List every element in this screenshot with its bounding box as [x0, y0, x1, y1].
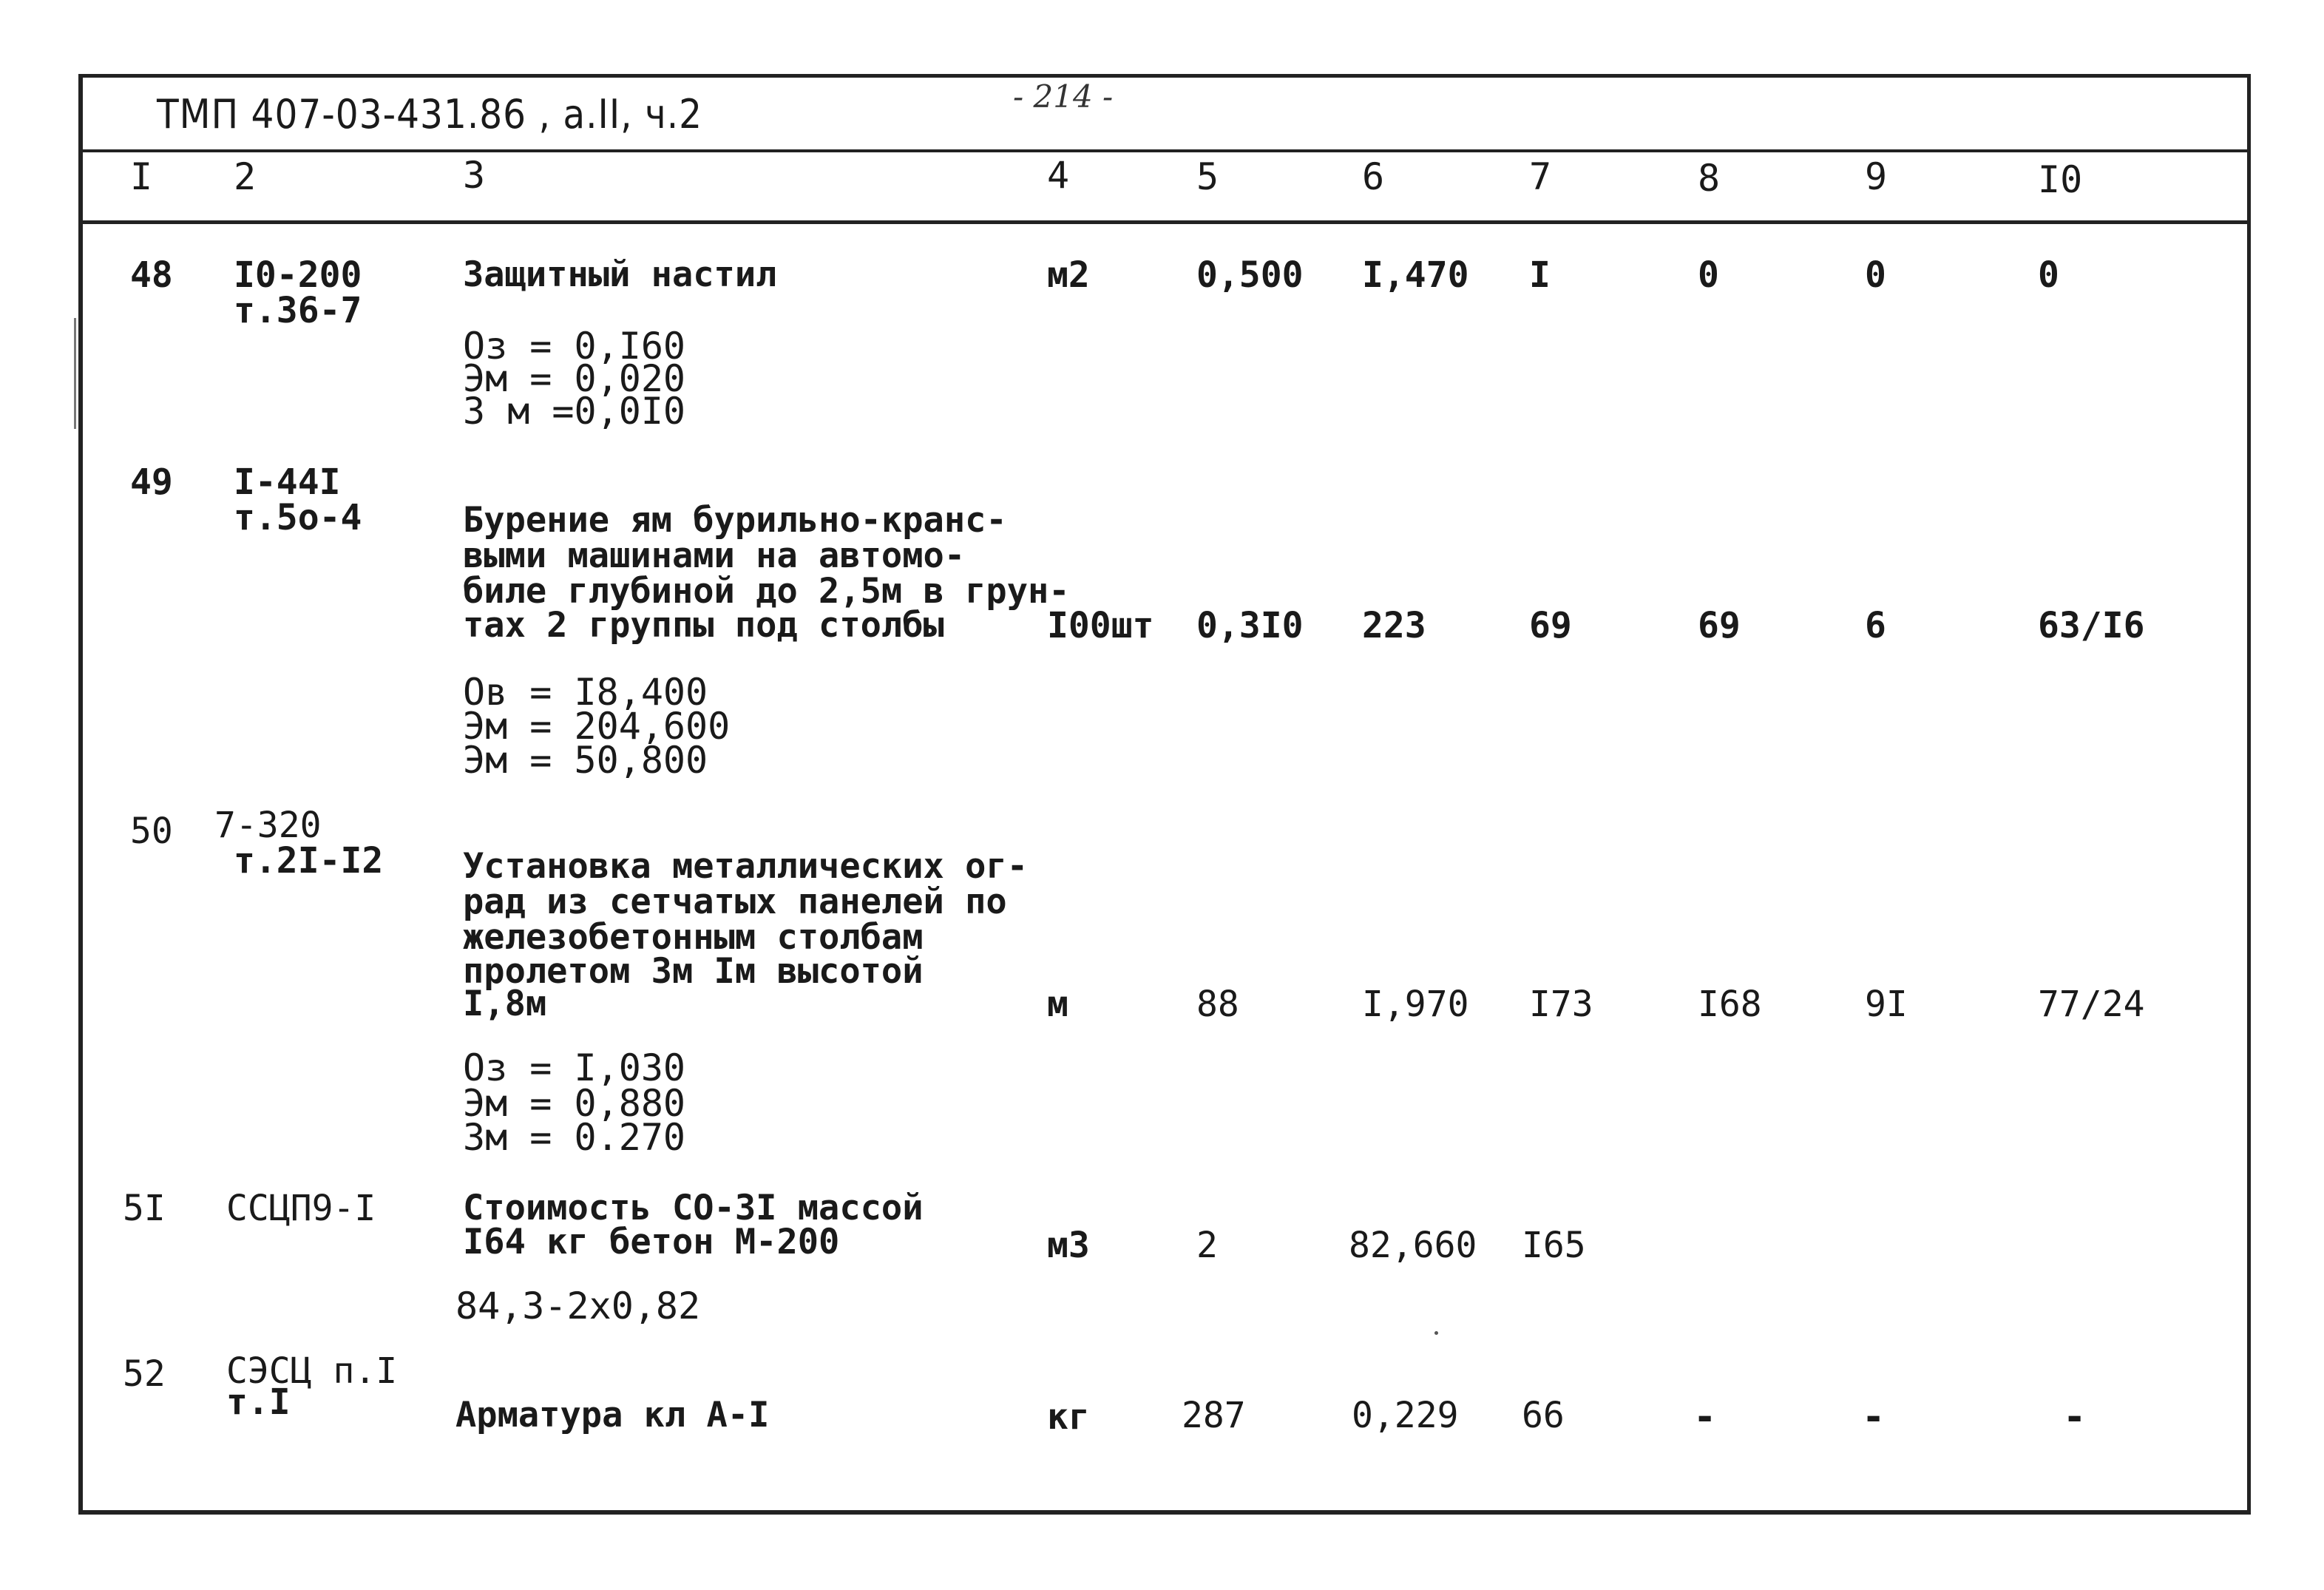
unit-price: 82,660 — [1349, 1225, 1477, 1266]
cost-formula: Зм = 0.270 — [463, 1116, 686, 1159]
rate-table-ref: т.I — [226, 1381, 291, 1423]
unit: м — [1047, 984, 1068, 1025]
rate-code: СЭСЦ п.I — [226, 1350, 398, 1392]
cost-formula: Эм = 0,020 — [463, 357, 686, 400]
total-cost: I — [1529, 254, 1551, 296]
rate-table-ref: т.2I-I2 — [234, 840, 384, 882]
work-description: I,8м — [463, 984, 547, 1024]
column-header-7: 7 — [1529, 155, 1552, 198]
rate-code: 7-320 — [214, 805, 322, 846]
work-description: Стоимость СО-3I массой — [463, 1188, 924, 1228]
column-8-value: 0 — [1698, 254, 1719, 296]
column-header-5: 5 — [1196, 155, 1219, 198]
column-8-value: I68 — [1698, 984, 1762, 1025]
quantity: 0,500 — [1196, 254, 1304, 296]
quantity: 287 — [1182, 1395, 1246, 1436]
column-header-2: 2 — [234, 155, 257, 198]
cost-formula: 84,3-2х0,82 — [455, 1285, 701, 1327]
work-description: железобетонным столбам — [463, 917, 924, 958]
unit-price: I,470 — [1362, 254, 1469, 296]
column-header-4: 4 — [1047, 154, 1070, 197]
rate-code: ССЦП9-I — [226, 1188, 376, 1229]
document-code-title: ТМП 407-03-431.86 , а.II, ч.2 — [157, 91, 703, 138]
work-description: пролетом 3м Iм высотой — [463, 951, 924, 992]
column-header-9: 9 — [1865, 155, 1888, 198]
column-8-value: - — [1693, 1395, 1717, 1439]
row-number: 50 — [130, 811, 173, 852]
column-8-value: 69 — [1698, 605, 1741, 646]
work-description: Бурение ям бурильно-кранс- — [463, 500, 1007, 541]
cost-formula: Ов = I8,400 — [463, 671, 708, 714]
work-description: Установка металлических ог- — [463, 846, 1029, 887]
quantity: 88 — [1196, 984, 1239, 1025]
column-header-1: I — [130, 155, 153, 198]
header-bottom-rule — [78, 149, 2251, 152]
column-9-value: 9I — [1865, 984, 1908, 1025]
quantity: 0,3I0 — [1196, 605, 1304, 646]
work-description: биле глубиной до 2,5м в грун- — [463, 571, 1070, 612]
scan-speck — [1434, 1331, 1438, 1335]
row-number: 49 — [130, 461, 173, 503]
column-header-3: 3 — [463, 154, 486, 197]
unit: м3 — [1047, 1225, 1090, 1266]
cost-formula: Оз = I,030 — [463, 1046, 686, 1089]
unit-price: 223 — [1362, 605, 1426, 646]
unit-price: I,970 — [1362, 984, 1469, 1025]
cost-formula: Оз = 0,I60 — [463, 325, 686, 368]
total-cost: I65 — [1522, 1225, 1586, 1266]
unit: м2 — [1047, 254, 1090, 296]
total-cost: 66 — [1522, 1395, 1565, 1436]
quantity: 2 — [1196, 1225, 1218, 1266]
work-description: Защитный настил — [463, 254, 777, 295]
column-9-value: - — [1862, 1395, 1886, 1439]
work-description: рад из сетчатых панелей по — [463, 882, 1007, 922]
column-10-value: 0 — [2038, 254, 2059, 296]
rate-code: I0-200 — [234, 254, 362, 296]
work-description: I64 кг бетон М-200 — [463, 1222, 840, 1262]
column-9-value: 0 — [1865, 254, 1886, 296]
column-header-10: I0 — [2038, 158, 2083, 201]
total-cost: 69 — [1529, 605, 1572, 646]
row-number: 48 — [130, 254, 173, 296]
column-9-value: 6 — [1865, 605, 1886, 646]
cost-formula: Эм = 0,880 — [463, 1082, 686, 1125]
row-number: 5I — [123, 1188, 166, 1229]
column-10-value: - — [2063, 1395, 2087, 1439]
column-header-rule — [78, 220, 2251, 224]
total-cost: I73 — [1529, 984, 1593, 1025]
column-header-6: 6 — [1362, 155, 1385, 198]
unit: кг — [1047, 1396, 1090, 1438]
table-frame — [78, 74, 2251, 1515]
work-description: Арматура кл А-I — [455, 1395, 770, 1435]
work-description: выми машинами на автомо- — [463, 535, 966, 576]
scan-margin-mark — [74, 318, 76, 429]
column-10-value: 63/I6 — [2038, 605, 2145, 646]
row-number: 52 — [123, 1353, 166, 1395]
cost-formula: Эм = 204,600 — [463, 705, 731, 748]
cost-formula: З м =0,0I0 — [463, 390, 686, 433]
rate-table-ref: т.5о-4 — [234, 497, 362, 538]
rate-table-ref: т.36-7 — [234, 290, 362, 331]
page-number: - 214 - — [1013, 78, 1114, 115]
rate-code: I-44I — [234, 461, 341, 503]
column-10-value: 77/24 — [2038, 984, 2145, 1025]
cost-formula: Эм = 50,800 — [463, 739, 708, 782]
unit: I00шт — [1047, 605, 1154, 646]
work-description: тах 2 группы под столбы — [463, 605, 944, 646]
unit-price: 0,229 — [1352, 1395, 1459, 1436]
column-header-8: 8 — [1698, 157, 1721, 200]
